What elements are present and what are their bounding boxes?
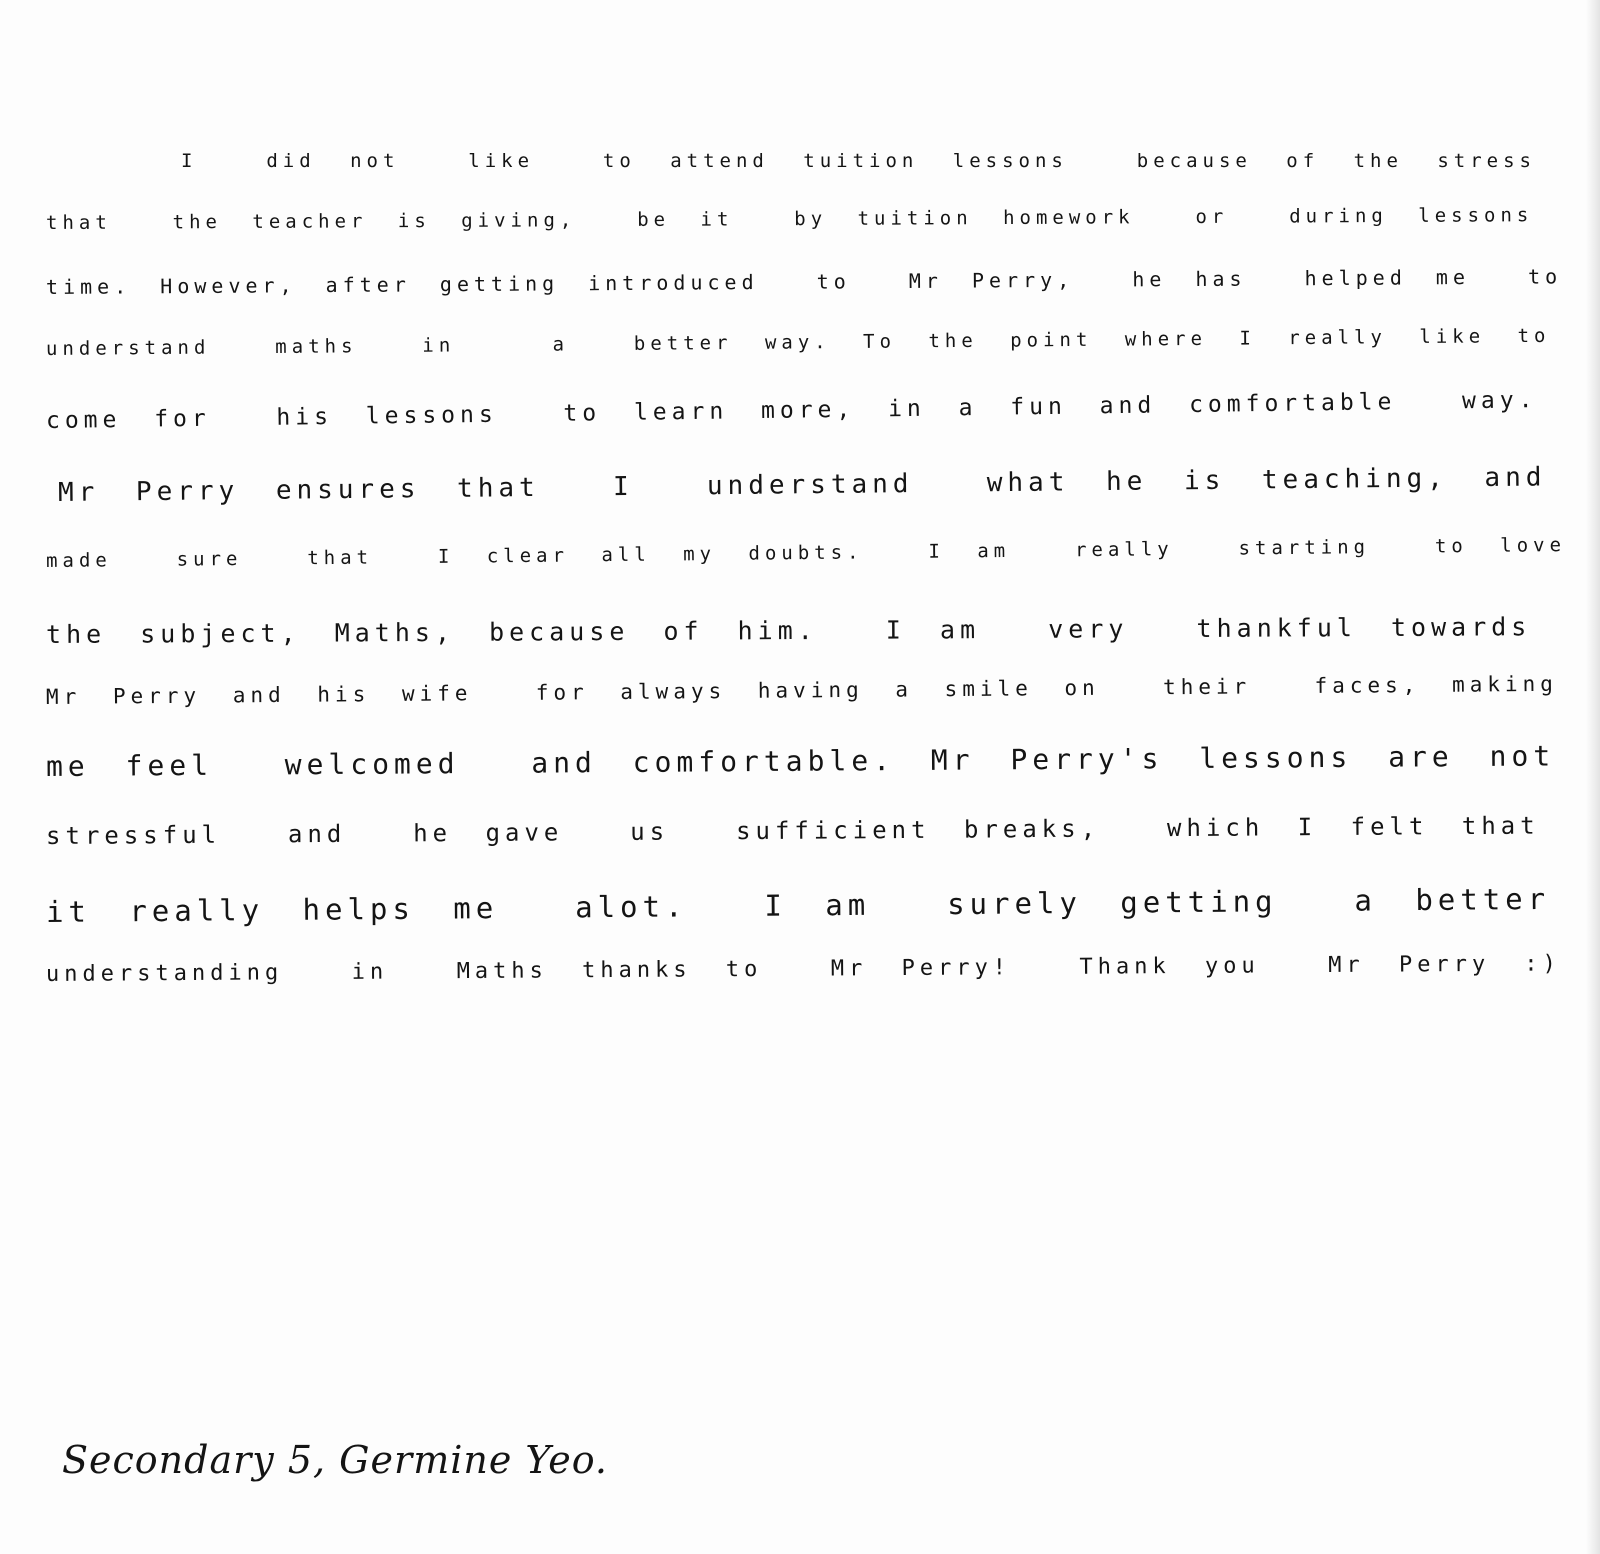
- letter-line: understanding in Maths thanks to Mr Perry! Thank you Mr Perry :): [45, 951, 1561, 987]
- letter-line: me feel welcomed and comfortable. Mr Perry's lessons are not: [45, 739, 1556, 783]
- letter-line: the subject, Maths, because of him. I am very thankful towards: [45, 612, 1532, 649]
- letter-line: time. However, after getting introduced to Mr Perry, he has helped me to: [45, 264, 1563, 299]
- letter-line: stressful and he gave us sufficient breaks, which I felt that: [45, 811, 1540, 850]
- letter-line: I did not like to attend tuition lessons because of the stress: [181, 150, 1536, 172]
- letter-line: it really helps me alot. I am surely getting a better: [45, 881, 1551, 929]
- signature: Secondary 5, Germine Yeo.: [62, 1438, 608, 1482]
- letter-line: Mr Perry ensures that I understand what he is teaching, and: [57, 462, 1547, 508]
- page-edge-shadow: [1586, 0, 1600, 1554]
- letter-line: that the teacher is giving, be it by tuition homework or during lessons: [45, 204, 1534, 234]
- letter-line: understand maths in a better way. To the point where I really like to: [45, 324, 1551, 360]
- letter-line: made sure that I clear all my doubts. I am really starting to love: [45, 534, 1567, 572]
- letter-line: Mr Perry and his wife for always having a smile on their faces, making: [45, 671, 1559, 709]
- letter-line: come for his lessons to learn more, in a fun and comfortable way.: [45, 387, 1538, 434]
